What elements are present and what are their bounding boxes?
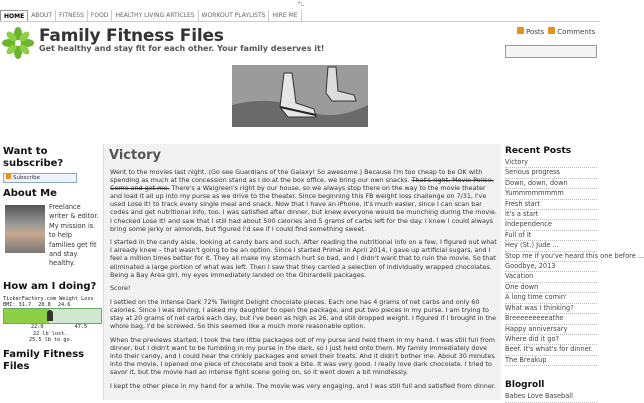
ticker-scale-row [3,324,100,330]
runner-icon [47,310,53,321]
comments-feed-label: Comments [557,28,596,36]
subscribe-label: Subscribe [13,175,41,181]
about-heading: About Me [3,188,57,199]
nav-divider [0,21,600,22]
subscribe-heading: Want to subscribe? [3,146,64,169]
ticker-value-3: 22.0 [31,324,44,331]
post-title[interactable]: Victory [109,148,162,163]
leaf-logo-icon[interactable] [2,27,34,59]
posts-feed-label: Posts [526,28,545,36]
recent-post-link[interactable]: Fresh start [505,200,597,210]
recent-post-link[interactable]: Hey (St.) Jude ... [505,241,597,251]
about-text: Freelance writer & editor. My mission is to help families get fit and stay healthy. [49,203,99,268]
post-paragraph: I settled on the Intense Dark 72% Twilight Delight chocolate pieces. Each one has 4 grams of net carbs and only 60 calories. Since I was driving, I asked my daughter to open the package, and put two pieces in my purse. I am trying to stay at 20 grams of net carbs each day, but I've been as high as 26, and still dropped weight. I figured if I brought in the whole bag, I'd be screwed. So this seemed like a much more reasonable option. [110,297,497,331]
nav-about[interactable]: ABOUT [28,10,56,21]
nav-hire-me[interactable]: HIRE ME [269,10,301,21]
nav-fitness[interactable]: FITNESS [56,10,88,21]
rss-icon [548,27,555,34]
about-block [3,203,100,268]
rss-icon [6,174,11,179]
posts-feed-link[interactable] [517,27,544,36]
recent-post-link[interactable]: What was I thinking? [505,304,597,314]
post-p1-a: Went to the movies last night. (Go see Guardians of the Galaxy! So awesome.) Because I'm too cheap to be OK with spending as much at the concession stand as I do at the box office, we bring our own snacks. [110,168,483,185]
left-sidebar [3,146,100,373]
search-input[interactable] [505,45,597,58]
post-paragraph: I started in the candy aisle, looking at candy bars and such. After reading the nutritional info on a few, I figured out what I already knew – that wasn't going to be an option. Since I started Primal in April 2014, I gave up artificial sugars, and I feel a million times better for it. They all make my stomach hurt so bad, and I didn't want that to ruin the movie. So that eliminated a large portion of what was left. Then I saw that they carried a selection of individually wrapped chocolates. Being a Bay Area girl, my eyes immediately landed on the Ghirardelli packages. [110,238,497,279]
progress-heading: How am I doing? [3,281,97,292]
blogroll-link[interactable]: Babes Love Baseball [505,392,597,402]
recent-post-link[interactable]: Victory [505,158,597,168]
recent-post-link[interactable]: Serious progress [505,168,597,178]
recent-post-link[interactable]: The Breakup [505,356,597,366]
recent-posts-heading: Recent Posts [505,146,572,156]
recent-post-link[interactable]: It's a start [505,210,597,220]
author-avatar [5,205,45,253]
header-banner-photo [232,65,368,127]
nav-healthy-living[interactable]: HEALTHY LIVING ARTICLES [112,10,198,21]
recent-post-link[interactable]: Yummmmmmmm [505,189,597,199]
right-sidebar [505,146,644,403]
nav-workout-playlists[interactable]: WORKOUT PLAYLISTS [199,10,270,21]
ticker-bmi: BMI: 31.7 [3,302,32,309]
recent-post-link[interactable]: One down [505,283,597,293]
sneaker-photo [232,65,368,127]
post-paragraph: I kept the other piece in my hand for a while. The movie was very engaging, and I was still full and satisfied from dinner. [110,381,496,390]
main-content [103,144,501,400]
recent-post-link[interactable]: Breeeeeeeeeathe [505,314,597,324]
recent-post-link[interactable]: Goodbye, 2013 [505,262,597,272]
blogroll-heading: Blogroll [505,380,545,391]
post-p1-strike: That's right, Movie Police. Come and get me. [110,176,494,193]
ticker-progress-fill [4,309,49,323]
comments-feed-link[interactable] [548,27,595,36]
post-p1-b: There's a Walgreen's right by our house, so we always stop there on the way to the movie theater and load it all up into my purse as we drive to the theater. Since beginning this FB weight loss challenge on 7/31, I've used Lose It! to track every single meal and snack. Now that I have an iPhone, it's much easier, since I can scan bar codes and get nutritional info, too. I was satisfied after dinner, but knew everyone would be munching during the movie. I checked Lose It! and saw that I still had about 500 calories and 5 grams of carbs left for the day. I knew I could always bring some jerky or almonds, but figured I'd see if I could find something sweet. [110,184,497,233]
ticker-title: TickerFactory.com Weight Loss [3,296,94,302]
post-paragraph [110,168,498,233]
blogroll-list [505,392,597,402]
top-nav [0,10,302,21]
recent-post-link[interactable]: Full of It [505,231,597,241]
top-ornament: ":. [298,1,305,8]
recent-post-link[interactable]: Down, down, down [505,179,597,189]
post-paragraph: Score! [110,284,131,293]
post-body [110,168,498,395]
weight-ticker[interactable] [3,296,100,343]
subscribe-button[interactable] [3,173,77,183]
recent-post-link[interactable]: A long time comin' [505,293,597,303]
rss-icon [517,27,524,34]
post-paragraph: When the previews started, I took the two little packages out of my purse and held them in my hand. I was still full from dinner, but I didn't want to be fumbling in my purse in the dark, so I just held onto them. My family immediately dove into their candy, and I could hear the crinkly packages and smell their treats. And it didn't bother me. About 30 minutes into the movie, I opened one piece of chocolate and took a bite. It was very good. I really love dark chocolate. I tried to savor it, but the movie had an intense fight scene going on, so it went down a bit mindlessly. [110,335,495,377]
ticker-value-1: 20.8 [38,302,51,309]
ticker-remaining: 25.5 lb to go. [29,336,73,343]
ff-heading: Family Fitness Files [3,349,85,373]
recent-post-link[interactable]: Vacation [505,272,597,282]
ticker-value-4: 47.5 [74,324,88,331]
recent-post-link[interactable]: Where did it go? [505,335,597,345]
recent-post-link[interactable]: Beef. It's what's for dinner. [505,345,597,355]
recent-post-link[interactable]: Independence [505,220,597,230]
site-tagline: Get healthy and stay fit for each other. Your family deserves it! [39,44,325,53]
recent-posts-list [505,158,644,366]
ticker-lost: 22 lb lost. [33,330,68,337]
ticker-track [3,308,102,324]
site-title[interactable]: Family Fitness Files [39,26,224,46]
recent-post-link[interactable]: Stop me if you've heard this one before ... [505,252,597,262]
recent-post-link[interactable]: Happy anniversary [505,325,597,335]
ticker-value-2: 24.6 [57,302,71,309]
nav-home[interactable]: HOME [0,10,28,21]
nav-food[interactable]: FOOD [88,10,113,21]
feed-links [517,27,595,36]
